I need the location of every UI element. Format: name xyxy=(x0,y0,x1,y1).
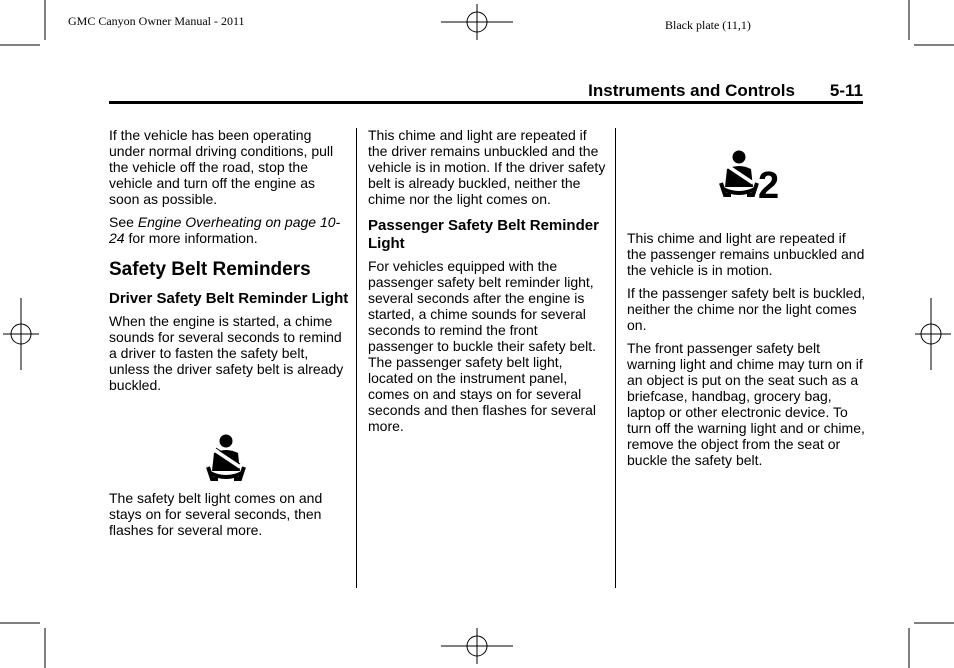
paragraph: The safety belt light comes on and stays on for several seconds, then flashes for several more. xyxy=(109,490,323,538)
safety-belt-figure xyxy=(109,400,349,490)
column-2 xyxy=(368,127,606,441)
column-divider xyxy=(615,128,616,588)
plate-label-right: Black plate (11,1) xyxy=(665,18,751,32)
see-label: See xyxy=(109,214,138,230)
header-rule xyxy=(109,101,863,104)
paragraph: If the passenger safety belt is buckled, neither the chime nor the light comes on. xyxy=(627,285,866,333)
paragraph: For vehicles equipped with the passenger safety belt reminder light, several seconds after the engine is started, a chime sounds for several seconds to remind the front passenger to buckle their safety belt. The passenger safety belt light, located on the instrument panel, comes on and stays on for several seconds and then flashes for several more. xyxy=(368,258,597,434)
passenger-safety-belt-icon xyxy=(717,149,761,201)
paragraph: This chime and light are repeated if the driver remains unbuckled and the vehicle is in motion. If the driver safety belt is already buckled, neither the chime nor the light comes on. xyxy=(368,127,606,207)
column-divider xyxy=(356,128,357,588)
see-suffix: for more information. xyxy=(124,230,258,246)
page-number: 5-11 xyxy=(829,81,863,100)
passenger-indicator-number: 2 xyxy=(758,165,780,207)
section-heading: Safety Belt Reminders xyxy=(109,259,311,280)
paragraph: This chime and light are repeated if the passenger remains unbuckled and the vehicle is in motion. xyxy=(627,230,865,278)
safety-belt-icon xyxy=(204,433,248,485)
page-header xyxy=(109,80,863,106)
paragraph-see-also xyxy=(109,214,349,246)
paragraph: The front passenger safety belt warning light and chime may turn on if an object is put on the seat such as a briefcase, handbag, grocery bag, laptop or other electronic device. To turn off the warning light and or chime, remove the object from the seat or buckle the safety belt. xyxy=(627,340,865,468)
subsection-heading: Driver Safety Belt Reminder Light xyxy=(109,290,349,307)
section-title: Instruments and Controls xyxy=(588,81,795,100)
column-3 xyxy=(627,127,867,475)
plate-label-left: GMC Canyon Owner Manual - 2011 xyxy=(68,14,245,28)
cross-reference-link[interactable]: Engine Overheating on page 10-24 xyxy=(109,214,341,246)
paragraph: If the vehicle has been operating under normal driving conditions, pull the vehicle off the road, stop the vehicle and turn off the engine as soon as possible. xyxy=(109,127,334,207)
passenger-safety-belt-figure xyxy=(627,127,867,230)
column-1 xyxy=(109,127,349,545)
paragraph: When the engine is started, a chime sounds for several seconds to remind a driver to fasten the safety belt, unless the driver safety belt is already buckled. xyxy=(109,313,344,393)
subsection-heading: Passenger Safety Belt Reminder Light xyxy=(368,217,599,252)
